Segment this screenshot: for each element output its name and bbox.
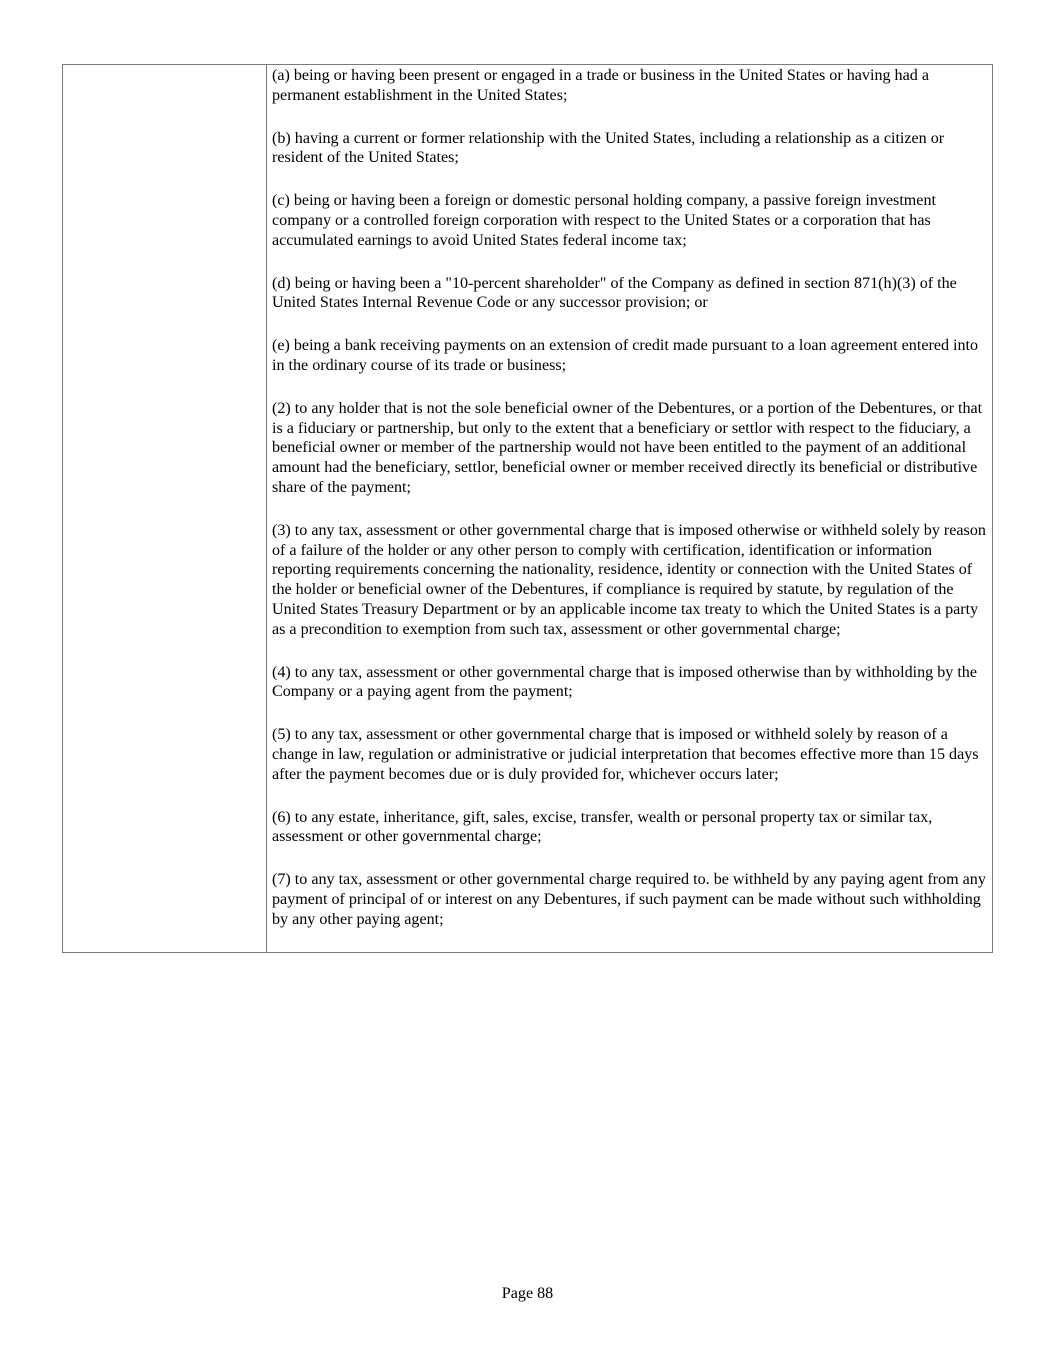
paragraph-7: (7) to any tax, assessment or other governmental charge required to. be withheld by any paying agent from any payment of principal of or interest on any Debentures, if such payment can be made without such withholding by any other paying agent; <box>272 871 986 928</box>
paragraph-e: (e) being a bank receiving payments on an extension of credit made pursuant to a loan agreement entered into in the ordinary course of its trade or business; <box>272 337 979 374</box>
paragraph-4: (4) to any tax, assessment or other governmental charge that is imposed otherwise than by withholding by the Company or a paying agent from the payment; <box>272 663 977 701</box>
paragraph-d: (d) being or having been a "10-percent shareholder" of the Company as defined in section 871(h)(3) of the United States Internal Revenue Code or any successor provision; or <box>272 274 957 312</box>
paragraph-2: (2) to any holder that is not the sole beneficial owner of the Debentures, or a portion of the Debentures, or that is a fiduciary or partnership, but only to the extent that a beneficiary or settlor with respect to the fiduciary, a beneficial owner or member of the partnership would not have been entitled to the payment of an additional amount had the beneficiary, settlor, beneficial owner or member received directly its beneficial or distributive share of the payment; <box>272 399 983 496</box>
page-number: Page 88 <box>501 1285 554 1302</box>
paragraph-3: (3) to any tax, assessment or other governmental charge that is imposed otherwise or withheld solely by reason of a failure of the holder or any other person to comply with certification, identification or information reporting requirements concerning the nationality, residence, identity or connection with the United States of the holder or beneficial owner of the Debentures, if compliance is required by statute, by regulation of the United States Treasury Department or by an applicable income tax treaty to which the United States is a party as a precondition to exemption from such tax, assessment or other governmental charge; <box>272 521 986 638</box>
paragraph-c: (c) being or having been a foreign or domestic personal holding company, a passive foreign investment company or a controlled foreign corporation with respect to the United States or a corporation that has accumulated earnings to avoid United States federal income tax; <box>272 192 936 249</box>
paragraph-b: (b) having a current or former relationship with the United States, including a relationship as a citizen or resident of the United States; <box>272 129 945 167</box>
document-table <box>62 64 993 953</box>
table-right-cell <box>267 65 992 952</box>
paragraph-6: (6) to any estate, inheritance, gift, sales, excise, transfer, wealth or personal property tax or similar tax, assessment or other governmental charge; <box>272 808 933 846</box>
paragraph-a: (a) being or having been present or engaged in a trade or business in the United States or having had a permanent establishment in the United States; <box>272 67 929 104</box>
table-left-cell <box>63 65 267 952</box>
paragraph-5: (5) to any tax, assessment or other governmental charge that is imposed or withheld solely by reason of a change in law, regulation or administrative or judicial interpretation that becomes effective more than 15 days after the payment becomes due or is duly provided for, whichever occurs later; <box>272 726 979 783</box>
